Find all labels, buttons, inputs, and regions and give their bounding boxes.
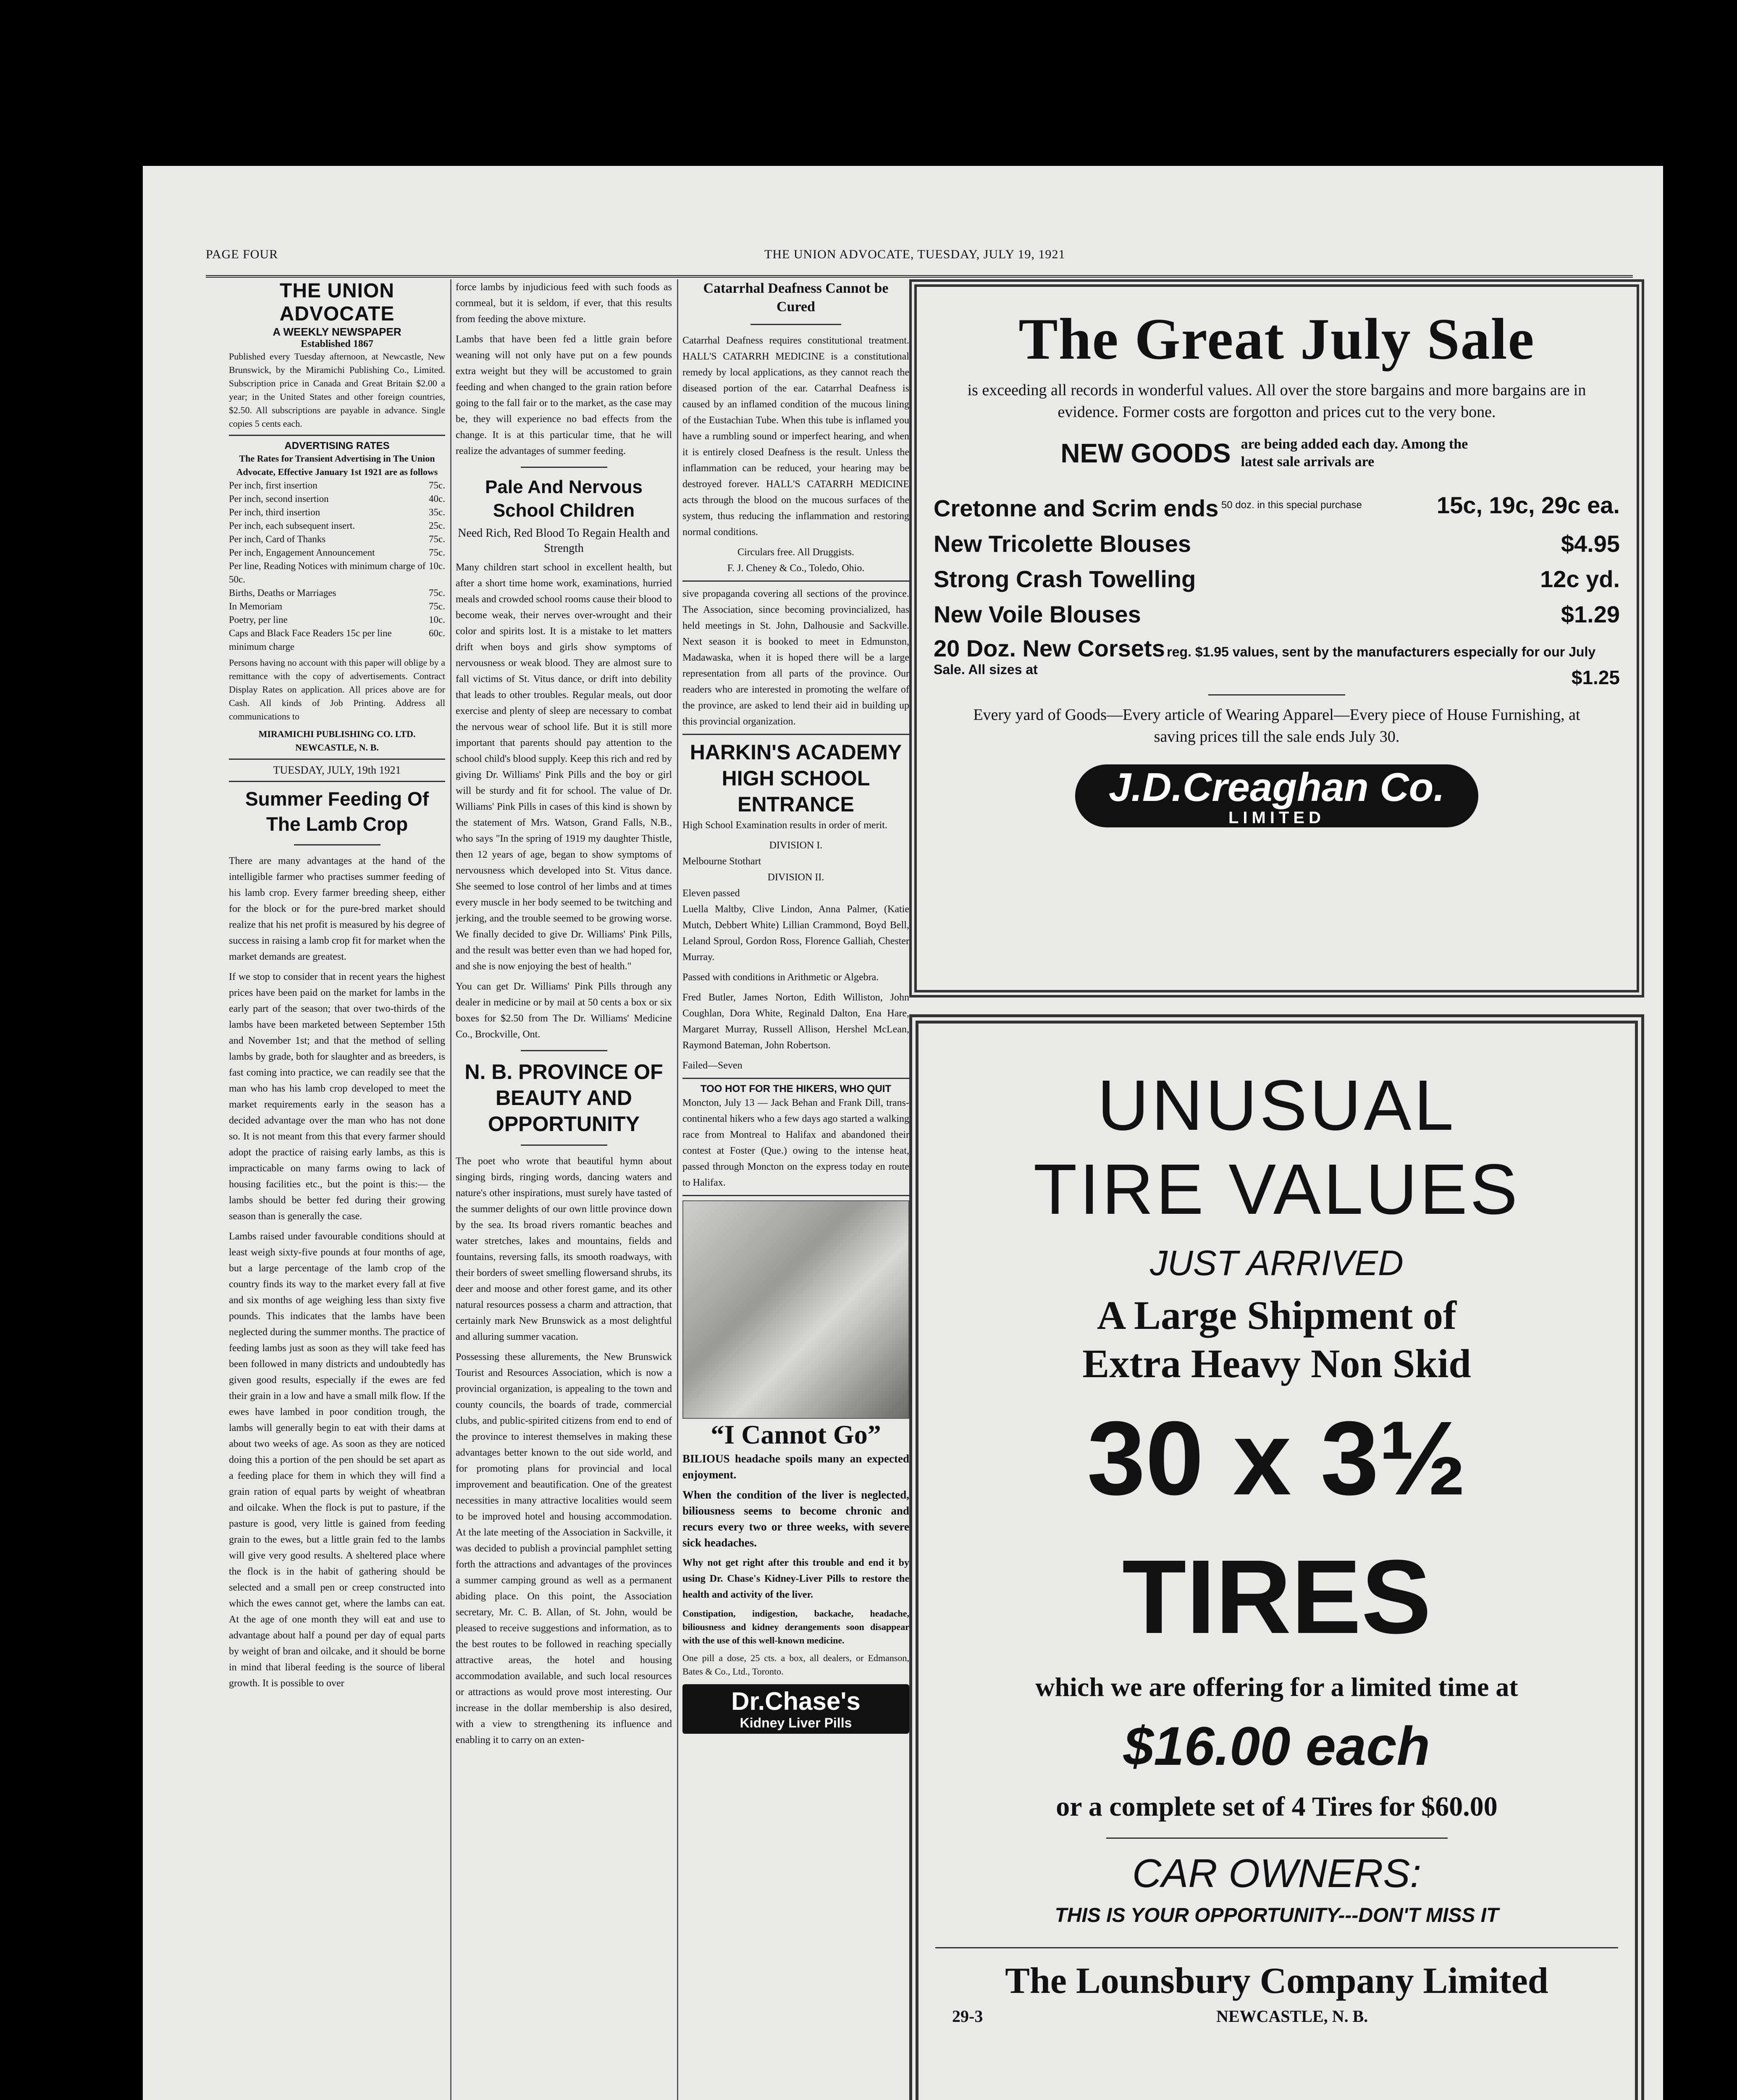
sale-items: [934, 488, 1620, 632]
rate-row: In Memoriam 75c.: [229, 601, 445, 612]
catarrh-signature: F. J. Cheney & Co., Toledo, Ohio.: [727, 563, 865, 574]
rate-row: Per inch, each subsequent insert. 25c.: [229, 520, 445, 531]
chase-illustration: [682, 1200, 909, 1419]
newspaper-title: THE UNION ADVOCATE, TUESDAY, JULY 19, 1921: [764, 247, 1065, 261]
pale-article: [456, 559, 672, 1042]
rate-row: Per line, Reading Notices with minimum charge of 50c. 10c.: [229, 561, 445, 585]
masthead-text: Published every Tuesday afternoon, at Newcastle, New Brunswick, by the Miramichi Publishing Co., Limited. Subscription price in Canada and Great Britain $2.00 a year; in the United States and other foreign countries, $2.50. All subscriptions are payable in advance. Single copies 5 cents each.: [229, 351, 445, 429]
harkin-names: Luella Maltby, Clive Lindon, Anna Palmer, (Katie Mutch, Debbert White) Lillian Crammond, Boyd Bell, Leland Sproul, Gordon Ross, Florence Galliah, Chester Murray.: [682, 904, 909, 963]
nb-paragraph: Possessing these allurements, the New Brunswick Tourist and Resources Association, which is now a provincial organization, is appealing to the town and county councils, the boards of trade, commercial clubs, and public-spirited citizens from end to end of the province to interest themselves in making these advantages better known to the out side world, and for promoting plans for provincial and local improvement and beautification. One of the greatest necessities in many attractive localities would seem to be improved hotel and housing accommodation. At the late meeting of the Association in Sackville, it was decided to publish a provincial pamphlet setting forth the attractions and advantages of the provinces a summer camping ground as well as a permanent abiding place. On this point, the Association secretary, Mr. C. B. Allan, of St. John, would be pleased to receive suggestions and information, as to the best routes to be followed in reaching specially attractive areas, the hotel and housing accommodation available, and such local resources or attractions as would prove most interesting. Our increase in the dollar membership is also desired, with a view to strengthening its influence and enabling it to carry on an exten-: [456, 1352, 672, 1746]
lounsbury-name: The Lounsbury Company Limited: [1005, 1961, 1548, 2001]
harkin-intro: High School Examination results in order of merit.: [682, 820, 887, 831]
chase-body-5: One pill a dose, 25 cts. a box, all dealers, or Edmanson, Bates & Co., Ltd., Toronto.: [682, 1653, 909, 1677]
tire-shipment-1: A Large Shipment of: [1097, 1293, 1457, 1338]
lamb-cont-paragraph: force lambs by injudicious feed with such foods as cornmeal, but it is seldom, if ever, that this results from feeding the above mixture.: [456, 282, 672, 325]
chase-body-4: Constipation, indigestion, backache, headache, biliousness and kidney derangements soon disappear with the use of this well-known medicine.: [682, 1608, 909, 1646]
harkin-names-2: Fred Butler, James Norton, Edith Williston, John Coughlan, Dora White, Reginald Dalton, Ena Hare, Margaret Murray, Russell Allison, Hershel McLean, Raymond Bateman, John Robertson.: [682, 992, 909, 1051]
nb-paragraph: The poet who wrote that beautiful hymn about singing birds, ringing words, dancing waters and nature's other inspirations, must surely have tasted of the summer delights of our own little province down by the sea. Its broad rivers romantic beaches and water stretches, lakes and mountains, fields and fountains, reversing falls, its smooth roadways, with their borders of sweet smelling flowersand shrubs, its deer and moose and other forest game, and its other natural resources possess a charm and attraction, that certainly mark New Brunswick as a most delightful and alluring summer vacation.: [456, 1156, 672, 1342]
lamb-cont-paragraph: Lambs that have been fed a little grain before weaning will not only have put on a few pounds extra weight but they will be accustomed to grain feeding and when changed to the grain ration before going to the fall fair or to the market, as the case may be, they will experience no bad effects from the change. It is at this particular time, that he will realize the advantages of summer feeding.: [456, 334, 672, 457]
sale-item: Cretonne and Scrim ends $^{50 doz. in this special purchase}$ 15c, 19c, 29c ea.: [934, 492, 1620, 522]
masthead-subtitle: A WEEKLY NEWSPAPER: [273, 326, 401, 338]
masthead-name: THE UNION ADVOCATE: [279, 280, 395, 325]
pale-paragraph: Many children start school in excellent health, but after a short time home work, examinations, hurried meals and crowded school rooms cause their blood to become weak, their nerves over-wrought and their color and spirits lost. It is a mistake to let matters drift when boys and girls show symptoms of nervousness or weak blood. They are almost sure to fall victims of St. Vitus dance, or drift into debility that leads to other troubles. Regular meals, out door exercise and plenty of sleep are necessary to combat the nervous wear of school life. But it is still more important that parents should pay attention to the school child's blood supply. Keep this rich and red by giving Dr. Williams' Pink Pills and the boy or girl will be sturdy and fit for school. The value of Dr. Williams' Pink Pills in cases of this kind is shown by the statement of Mrs. Watson, Grand Falls, N.B., who says "In the spring of 1919 my daughter Thistle, then 12 years of age, began to show symptoms of nervousness which developed into St. Vitus dance. She seemed to lose control of her limbs and at times every muscle in her body seemed to be twitching and jerking, and the trouble seemed to be growing worse. We finally decided to give Dr. Williams' Pink Pills, and the result was better even than we had hoped for, and she is now enjoying the best of health.": [456, 562, 672, 972]
lamb-article: [229, 853, 445, 1691]
column-1: [229, 279, 445, 2100]
tire-set-price: or a complete set of 4 Tires for $60.00: [1056, 1791, 1498, 1822]
sale-item: Strong Crash Towelling 12c yd.: [934, 565, 1620, 592]
rate-row: Per inch, third insertion 35c.: [229, 507, 445, 517]
nb-headline: N. B. PROVINCE OF BEAUTY AND OPPORTUNITY: [464, 1060, 663, 1136]
lamb-headline: Summer Feeding Of The Lamb Crop: [245, 788, 429, 835]
rates-publisher: MIRAMICHI PUBLISHING CO. LTD.: [258, 729, 416, 739]
catarrh-body: Catarrhal Deafness requires constitutional treatment. HALL'S CATARRH MEDICINE is a constitutional remedy by local applications, as they cannot reach the diseased portion of the ear. Catarrhal Deafness is caused by an inflamed condition of the mucous lining of the Eustachian Tube. When this tube is inflamed you have a rumbling sound or imperfect hearing, and when it is entirely closed Deafness is the result. Unless the inflammation can be reduced, your hearing may be destroyed forever. HALL'S CATARRH MEDICINE acts through the blood on the mucous surfaces of the system, thus reducing the inflammation and restoring normal conditions.: [682, 335, 909, 538]
pale-headline: Pale And Nervous School Children: [485, 477, 643, 521]
creaghan-logo: J.D.Creaghan Co. LIMITED: [1075, 764, 1478, 827]
rates-city: NEWCASTLE, N. B.: [295, 742, 379, 753]
tire-unusual: UNUSUAL: [1097, 1066, 1456, 1145]
tire-shipment-2: Extra Heavy Non Skid: [1082, 1341, 1471, 1386]
sale-intro: is exceeding all records in wonderful values. All over the store bargains and more bargains are in evidence. Former costs are forgotton and prices cut to the very bone.: [967, 381, 1586, 421]
sale-title: The Great July Sale: [1018, 307, 1535, 372]
lounsbury-footer: 29-3 NEWCASTLE, N. B.: [952, 2007, 1368, 2026]
sale-item: New Voile Blouses $1.29: [934, 601, 1620, 627]
rates-table: [229, 479, 445, 654]
rate-row: Per inch, Engagement Announcement 75c.: [229, 547, 445, 558]
harkin-div1: DIVISION I.: [769, 840, 823, 851]
page-number: PAGE FOUR: [206, 247, 278, 261]
lamb-paragraph: If we stop to consider that in recent years the highest prices have been paid on the market for lambs in the early part of the season; that over two-thirds of the lambs have been marketed between September 15th and November 1st; and that the method of selling lambs by grade, both for slaughter and as breeders, is fast coming into practice, we can readily see that the man who has his lamb crop developed to meet the market requirements early in the season has a decided advantage over the man who has not done so. It is not meant from this that every farmer should adopt the practice of raising early lambs, as this is impracticable on many farms owing to lack of housing facilities etc., but the point is this:— the lambs should be better fed during their growing season than is generally the case.: [229, 971, 445, 1222]
rate-row: Per inch, first insertion 75c.: [229, 480, 445, 491]
chase-body-1: BILIOUS headache spoils many an expected enjoyment.: [682, 1452, 909, 1481]
rates-notes: Persons having no account with this paper will oblige by a remittance with the copy of advertisements. Contract Display Rates on application. All prices above are for Cash. All kinds of Job Printing. Address all communications to: [229, 657, 445, 722]
chase-logo: Dr.Chase's Kidney Liver Pills: [682, 1684, 909, 1734]
catarrh-headline: Catarrhal Deafness Cannot be Cured: [703, 281, 889, 315]
column-2: [456, 279, 672, 2100]
lamb-paragraph: Lambs raised under favourable conditions should at least weigh sixty-five pounds at four months of age, but a large percentage of the lamb crop of the country finds its way to the market every fall at five and six months of age weighing less than sixty five pounds. This indicates that the lambs have been neglected during the summer months. The practice of feeding lambs just as soon as they will take feed has been followed in many districts and undoubtedly has given good results, especially if the ewes are fed their grain in a low and have a small milk flow. If the ewes have lambed in poor condition trough, the lambs will generally begin to eat with their dams at about two weeks of age. As soon as they are noticed doing this a portion of the pen should be set apart as a feeding place for them in which they will find a grain ration of equal parts by weight of wheatbran and oilcake. When the flock is put to pasture, if the pasture is good, very little is gained from feeding grain to the ewes, but a little grain fed to the lambs will give very good results. A sheltered place where the flock is in the habit of gathering should be selected and a small pen or creep constructed into which the ewes cannot get, where the lambs can eat. At the age of one month they will eat and use to advantage about half a pound per day of equal parts by weight of bran and oilcake, and it should be borne in mind that liberal feeding is the source of liberal growth. It is possible to over: [229, 1231, 445, 1689]
harkin-headline: HARKIN'S ACADEMY HIGH SCHOOL ENTRANCE: [690, 740, 902, 816]
page-header: [206, 237, 1633, 278]
harkin-failed: Failed—Seven: [682, 1060, 743, 1071]
tire-size: 30 x 3½ TIRES: [1087, 1399, 1467, 1655]
chase-headline: “I Cannot Go”: [711, 1420, 881, 1449]
harkin-conditions: Passed with conditions in Arithmetic or Algebra.: [682, 972, 879, 983]
tire-ad: [909, 1014, 1644, 2100]
tire-price: $16.00 each: [1123, 1715, 1430, 1777]
rate-row: Per inch, second insertion 40c.: [229, 494, 445, 504]
rate-row: Poetry, per line 10c.: [229, 614, 445, 625]
harkin-div1-names: Melbourne Stothart: [682, 856, 761, 867]
hikers-body: Moncton, July 13 — Jack Behan and Frank Dill, trans-continental hikers who a few days ago started a walking race from Montreal to Halifax and abandoned their contest at Foster (Que.) owing to the intense heat, passed through Moncton on the express today en route to Halifax.: [682, 1097, 909, 1188]
tire-just-arrived: JUST ARRIVED: [1150, 1243, 1404, 1283]
tire-opportunity: THIS IS YOUR OPPORTUNITY---DON'T MISS IT: [1055, 1904, 1499, 1927]
rates-subtitle: The Rates for Transient Advertising in The Union Advocate, Effective January 1st 1921 are as follows: [236, 453, 438, 477]
sale-footer: Every yard of Goods—Every article of Wearing Apparel—Every piece of House Furnishing, at saving prices till the sale ends July 30.: [973, 706, 1580, 746]
hikers-headline: TOO HOT FOR THE HIKERS, WHO QUIT: [700, 1083, 892, 1095]
july-sale-ad: [909, 279, 1644, 998]
nb-article: [456, 1153, 672, 1748]
tire-car-owners: CAR OWNERS:: [1132, 1851, 1422, 1896]
harkin-passed: Eleven passed: [682, 888, 740, 899]
pale-paragraph: You can get Dr. Williams' Pink Pills through any dealer in medicine or by mail at 50 cents a box or six boxes for $2.50 from The Dr. Williams' Medicine Co., Brockville, Ont.: [456, 981, 672, 1040]
harkin-div2: DIVISION II.: [767, 872, 824, 883]
tire-offer: which we are offering for a limited time at: [1035, 1672, 1518, 1702]
pale-deck: Need Rich, Red Blood To Regain Health and Strength: [458, 527, 670, 555]
catarrh-circulars: Circulars free. All Druggists.: [737, 547, 854, 558]
nb-article-continued: sive propaganda covering all sections of the province. The Association, since becoming provincialized, has held meetings in St. John, Dalhousie and Sackville. Next season it is booked to meet in Edmunston, Madawaska, when it is hoped there will be a large representation from all parts of the province. Our readers who are interested in promoting the welfare of the province, are asked to lend their aid in building up this provincial organization.: [682, 588, 909, 727]
chase-body-3: Why not get right after this trouble and end it by using Dr. Chase's Kidney-Liver Pills to restore the health and activity of the liver.: [682, 1557, 909, 1600]
tire-values: TIRE VALUES: [1033, 1150, 1520, 1229]
chase-body-2: When the condition of the liver is neglected, biliousness seems to become chronic and recurs every two or three weeks, with severe sick headaches.: [682, 1488, 909, 1549]
lamb-paragraph: There are many advantages at the hand of the intelligible farmer who practises summer feeding of his lamb crop. Every farmer breeding sheep, either for the block or for the pure-bred market should realize that his net profit is measured by his degree of success in raising a lamb crop fit for market when the market demands are greatest.: [229, 856, 445, 962]
new-goods-line: NEW GOODS are being added each day. Among the latest sale arrivals are: [1060, 436, 1468, 470]
lamb-article-continued: [456, 279, 672, 459]
newspaper-page: [143, 166, 1663, 2100]
sale-item: New Tricolette Blouses $4.95: [934, 530, 1620, 557]
dateline: TUESDAY, JULY, 19th 1921: [273, 764, 401, 776]
masthead-established: Established 1867: [301, 339, 373, 349]
rate-row: Births, Deaths or Marriages 75c.: [229, 588, 445, 598]
rate-row: Caps and Black Face Readers 15c per line minimum charge 60c.: [229, 628, 445, 652]
column-3: [682, 279, 909, 2100]
rates-title: ADVERTISING RATES: [284, 440, 390, 452]
rate-row: Per inch, Card of Thanks 75c.: [229, 534, 445, 544]
corsets-line: 20 Doz. New Corsets reg. $1.95 values, sent by the manufacturers especially for our July Sale. All sizes at $1.25: [934, 635, 1620, 688]
